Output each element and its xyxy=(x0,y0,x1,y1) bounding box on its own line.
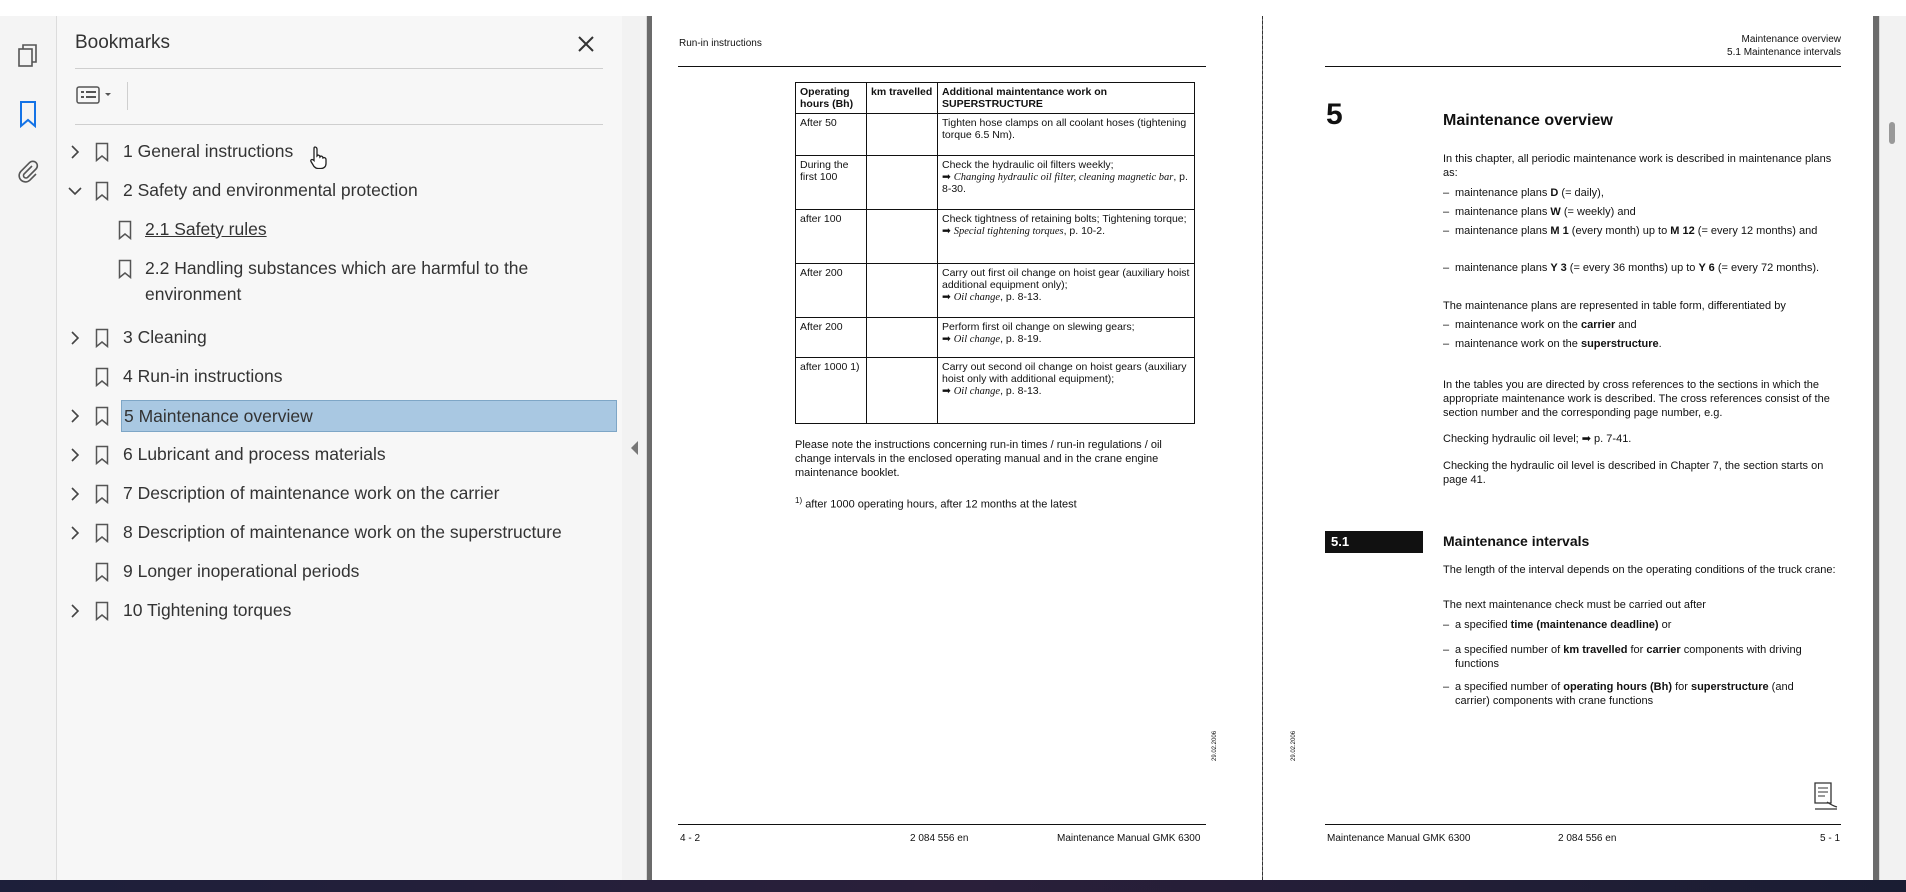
chevron-down-icon[interactable] xyxy=(67,178,83,204)
run-in-table xyxy=(795,82,1195,424)
bold-term: carrier xyxy=(1580,319,1616,331)
cell-hours: After 200 xyxy=(796,264,867,318)
work-text: Check tightness of retaining bolts; Tightening torque; xyxy=(942,213,1187,225)
cell-hours: After 200 xyxy=(796,318,867,358)
toolbar-divider xyxy=(127,82,128,110)
close-icon[interactable] xyxy=(572,30,600,58)
text: maintenance plans xyxy=(1455,225,1551,237)
bookmark-label: 8 Description of maintenance work on the superstructure xyxy=(123,522,562,542)
window-top-bar xyxy=(0,0,1906,17)
chevron-right-icon[interactable] xyxy=(67,598,83,624)
table-row xyxy=(796,358,1195,424)
doc-number: 2 084 556 en xyxy=(1558,833,1617,844)
bookmark-label: 6 Lubricant and process materials xyxy=(123,444,386,464)
cell-km xyxy=(867,156,938,210)
work-text: Carry out first oil change on hoist gear (auxiliary hoist additional equipment only); xyxy=(942,267,1190,291)
bookmark-item-tightening-torques[interactable] xyxy=(67,598,607,624)
cross-reference: Oil change xyxy=(953,292,1001,303)
cell-work xyxy=(938,358,1195,424)
bookmark-icon xyxy=(93,364,111,390)
bookmark-icon xyxy=(93,442,111,468)
bookmark-icon xyxy=(93,178,111,204)
ref-page: , p. 8-30. xyxy=(942,171,1188,195)
collapse-panel-button[interactable] xyxy=(622,16,647,880)
bookmark-item-cleaning[interactable] xyxy=(67,325,607,351)
ref-page: , p. 8-13. xyxy=(1000,385,1042,397)
plan-code: W xyxy=(1550,206,1561,218)
chevron-right-icon[interactable] xyxy=(67,325,83,351)
bookmark-label-line2: environment xyxy=(145,284,242,304)
bold-term: operating hours (Bh) xyxy=(1563,681,1673,693)
bookmark-item-harmful-substances[interactable] xyxy=(67,256,607,308)
page-number: 5 - 1 xyxy=(1820,833,1841,844)
manual-name: Maintenance Manual GMK 6300 xyxy=(1057,833,1201,844)
bookmark-item-safety[interactable] xyxy=(67,178,607,204)
page-5-1 xyxy=(1263,16,1873,880)
bookmark-label: 1 General instructions xyxy=(123,141,294,161)
bookmark-icon xyxy=(93,559,111,585)
running-header: Run-in instructions xyxy=(679,38,762,49)
run-in-note: Please note the instructions concerning run-in times / run-in regulations / oil change intervals in the enclosed operating manual and in the crane engine maintenance booklet. xyxy=(795,439,1162,479)
bookmark-item-maintenance-overview[interactable] xyxy=(67,403,607,429)
taskbar-strip xyxy=(0,880,1906,892)
cell-km xyxy=(867,318,938,358)
text: (= weekly) and xyxy=(1560,206,1636,218)
chevron-right-icon[interactable] xyxy=(67,139,83,165)
bookmark-label: 2.2 Handling substances which are harmful to the xyxy=(145,258,529,278)
cell-km xyxy=(867,210,938,264)
ref-page: , p. 8-13. xyxy=(1000,291,1042,303)
table-row xyxy=(796,210,1195,264)
ref-page: , p. 8-19. xyxy=(1000,333,1042,345)
bookmark-item-carrier-work[interactable] xyxy=(67,481,607,507)
side-date: 29.02.2006 xyxy=(1291,730,1297,761)
arrow-ref: ➡ xyxy=(942,171,954,183)
text: maintenance plans xyxy=(1455,206,1551,218)
table-row xyxy=(796,156,1195,210)
cell-km xyxy=(867,358,938,424)
footer-rule xyxy=(1325,824,1841,825)
after-list-item xyxy=(1455,643,1845,671)
cell-hours: after 100 xyxy=(796,210,867,264)
bookmark-label: 3 Cleaning xyxy=(123,327,207,347)
work-text: Tighten hose clamps on all coolant hoses (tightening torque 6.5 Nm). xyxy=(942,117,1187,141)
text: (= every 72 months). xyxy=(1714,262,1820,274)
cross-reference: Oil change xyxy=(953,334,1001,345)
arrow-ref: ➡ xyxy=(942,333,954,345)
bold-term: superstructure xyxy=(1690,681,1769,693)
bookmarks-panel xyxy=(57,16,623,880)
chapter-number: 5 xyxy=(1326,98,1343,131)
attachments-icon[interactable] xyxy=(10,154,46,190)
section-title: Maintenance intervals xyxy=(1443,533,1590,549)
bold-term: carrier xyxy=(1646,644,1681,656)
col-header-hours: Operating hours (Bh) xyxy=(796,83,867,114)
table-row xyxy=(796,114,1195,156)
bookmark-icon xyxy=(93,139,111,165)
arrow-ref: ➡ xyxy=(942,225,954,237)
table-row xyxy=(796,318,1195,358)
text: a specified xyxy=(1455,619,1511,631)
bookmark-icon xyxy=(93,598,111,624)
cell-km xyxy=(867,114,938,156)
bookmark-icon xyxy=(93,520,111,546)
cell-work xyxy=(938,156,1195,210)
table-form-text: The maintenance plans are represented in table form, differentiated by xyxy=(1443,300,1786,312)
bookmark-label: 2 Safety and environmental protection xyxy=(123,180,418,200)
work-text: Check the hydraulic oil filters weekly; xyxy=(942,159,1114,171)
hand-cursor-icon xyxy=(309,145,329,169)
plan-list-item xyxy=(1455,261,1855,275)
footnote xyxy=(795,494,1195,512)
table-row xyxy=(796,264,1195,318)
plan-list-item xyxy=(1455,224,1845,238)
bookmark-item-general-instructions[interactable] xyxy=(67,139,607,165)
bookmark-item-safety-rules[interactable] xyxy=(67,217,607,243)
bookmark-label: 7 Description of maintenance work on the carrier xyxy=(123,483,500,503)
bookmark-label: 10 Tightening torques xyxy=(123,600,292,620)
text: maintenance work on the xyxy=(1455,319,1581,331)
page-thumbnails-icon[interactable] xyxy=(10,38,46,74)
running-header-line2: 5.1 Maintenance intervals xyxy=(1727,47,1841,58)
plan-list-item xyxy=(1455,205,1845,219)
bookmark-label: 5 Maintenance overview xyxy=(121,400,617,432)
bookmark-icon xyxy=(116,217,134,243)
vertical-scrollbar[interactable] xyxy=(1879,16,1906,880)
interval-text-2: The next maintenance check must be carried out after xyxy=(1443,599,1706,611)
bookmark-item-inoperational[interactable] xyxy=(67,559,607,585)
example-description: Checking the hydraulic oil level is described in Chapter 7, the section starts on page 41. xyxy=(1443,460,1824,486)
running-header-line1: Maintenance overview xyxy=(1741,34,1841,45)
text: (every month) up to xyxy=(1568,225,1671,237)
header-rule xyxy=(1325,66,1841,67)
ref-page: , p. 10-2. xyxy=(1063,225,1106,237)
section-number: 5.1 xyxy=(1325,531,1423,553)
text: and xyxy=(1615,319,1637,331)
after-list-item xyxy=(1455,618,1845,632)
cross-reference: Changing hydraulic oil filter, cleaning magnetic bar xyxy=(953,172,1174,183)
plan-code: D xyxy=(1550,187,1559,199)
text: or xyxy=(1658,619,1672,631)
arrow-ref: ➡ xyxy=(942,385,954,397)
chevron-right-icon[interactable] xyxy=(67,442,83,468)
bookmark-item-run-in[interactable] xyxy=(67,364,607,390)
bookmarks-icon[interactable] xyxy=(10,96,46,132)
text: (= every 36 months) up to xyxy=(1566,262,1699,274)
cell-work xyxy=(938,114,1195,156)
footer-rule xyxy=(678,824,1206,825)
page-4-2 xyxy=(652,16,1262,880)
text: a specified number of xyxy=(1455,644,1564,656)
cell-hours: After 50 xyxy=(796,114,867,156)
bookmark-label: 9 Longer inoperational periods xyxy=(123,561,360,581)
text: components with driving functions xyxy=(1455,644,1802,670)
text: (= daily), xyxy=(1558,187,1604,199)
doc-number: 2 084 556 en xyxy=(910,833,969,844)
bold-term: km travelled xyxy=(1563,644,1628,656)
intro-text: In this chapter, all periodic maintenance work is described in maintenance plans as: xyxy=(1443,153,1832,179)
col-header-work: Additional maintentance work on SUPERSTRUCTURE xyxy=(938,83,1195,114)
text: maintenance work on the xyxy=(1455,338,1581,350)
arrow-ref: ➡ xyxy=(942,291,954,303)
after-list-item xyxy=(1455,680,1825,708)
footnote-mark: 1) xyxy=(795,496,803,505)
text: maintenance plans xyxy=(1455,262,1551,274)
cell-work xyxy=(938,318,1195,358)
cell-hours: During the first 100 xyxy=(796,156,867,210)
cross-reference: Oil change xyxy=(953,386,1001,397)
bookmark-options-button[interactable] xyxy=(75,80,123,110)
cross-ref-text: In the tables you are directed by cross references to the sections in which the appropriate maintenance work is described. The cross references consist of the section number and the corresponding page number, e.g. xyxy=(1443,379,1830,419)
plan-code: Y 3 xyxy=(1550,262,1567,274)
cell-hours: after 1000 1) xyxy=(796,358,867,424)
bookmark-label: 4 Run-in instructions xyxy=(123,366,283,386)
notebook-icon xyxy=(1811,780,1841,812)
diff-list-item xyxy=(1455,337,1845,351)
divider xyxy=(75,124,603,125)
chevron-right-icon[interactable] xyxy=(67,520,83,546)
plan-code: M 1 xyxy=(1550,225,1569,237)
collapse-arrow-icon xyxy=(629,440,639,456)
chevron-right-icon[interactable] xyxy=(67,481,83,507)
bookmark-icon xyxy=(93,481,111,507)
text: . xyxy=(1658,338,1662,350)
scrollbar-thumb[interactable] xyxy=(1889,122,1895,144)
side-date: 29.02.2006 xyxy=(1212,730,1218,761)
manual-name: Maintenance Manual GMK 6300 xyxy=(1327,833,1471,844)
plan-code: Y 6 xyxy=(1698,262,1715,274)
text: a specified number of xyxy=(1455,681,1564,693)
text: (= every 12 months) and xyxy=(1694,225,1818,237)
chevron-right-icon[interactable] xyxy=(67,403,83,429)
text: maintenance plans xyxy=(1455,187,1551,199)
cell-work xyxy=(938,264,1195,318)
example-text: Checking hydraulic oil level; ➡ p. 7-41. xyxy=(1443,433,1632,445)
text: (and carrier) components with crane functions xyxy=(1455,681,1794,707)
divider xyxy=(75,68,603,69)
cell-work xyxy=(938,210,1195,264)
col-header-km: km travelled xyxy=(867,83,938,114)
bookmark-icon xyxy=(93,403,111,429)
work-text: Carry out second oil change on hoist gears (auxiliary hoist only with additional equipment); xyxy=(942,361,1187,385)
bookmark-icon xyxy=(116,256,134,282)
text: for xyxy=(1672,681,1691,693)
header-rule xyxy=(678,66,1206,67)
text: for xyxy=(1627,644,1647,656)
panel-title: Bookmarks xyxy=(75,32,171,53)
bookmark-item-superstructure-work[interactable] xyxy=(67,520,607,546)
diff-list-item xyxy=(1455,318,1845,332)
footnote-text: after 1000 operating hours, after 12 months at the latest xyxy=(805,498,1077,511)
bookmark-label: 2.1 Safety rules xyxy=(145,219,267,239)
chapter-title: Maintenance overview xyxy=(1443,112,1613,129)
plan-code: M 12 xyxy=(1670,225,1695,237)
page-number: 4 - 2 xyxy=(680,833,701,844)
bookmark-icon xyxy=(93,325,111,351)
cell-km xyxy=(867,264,938,318)
bookmark-item-lubricant[interactable] xyxy=(67,442,607,468)
bold-term: superstructure xyxy=(1580,338,1659,350)
work-text: Perform first oil change on slewing gears; xyxy=(942,321,1135,333)
cross-reference: Special tightening torques xyxy=(953,226,1064,237)
nav-rail xyxy=(0,16,57,880)
bold-term: time (maintenance deadline) xyxy=(1510,619,1659,631)
plan-list-item xyxy=(1455,186,1845,200)
interval-text: The length of the interval depends on the operating conditions of the truck crane: xyxy=(1443,564,1836,576)
